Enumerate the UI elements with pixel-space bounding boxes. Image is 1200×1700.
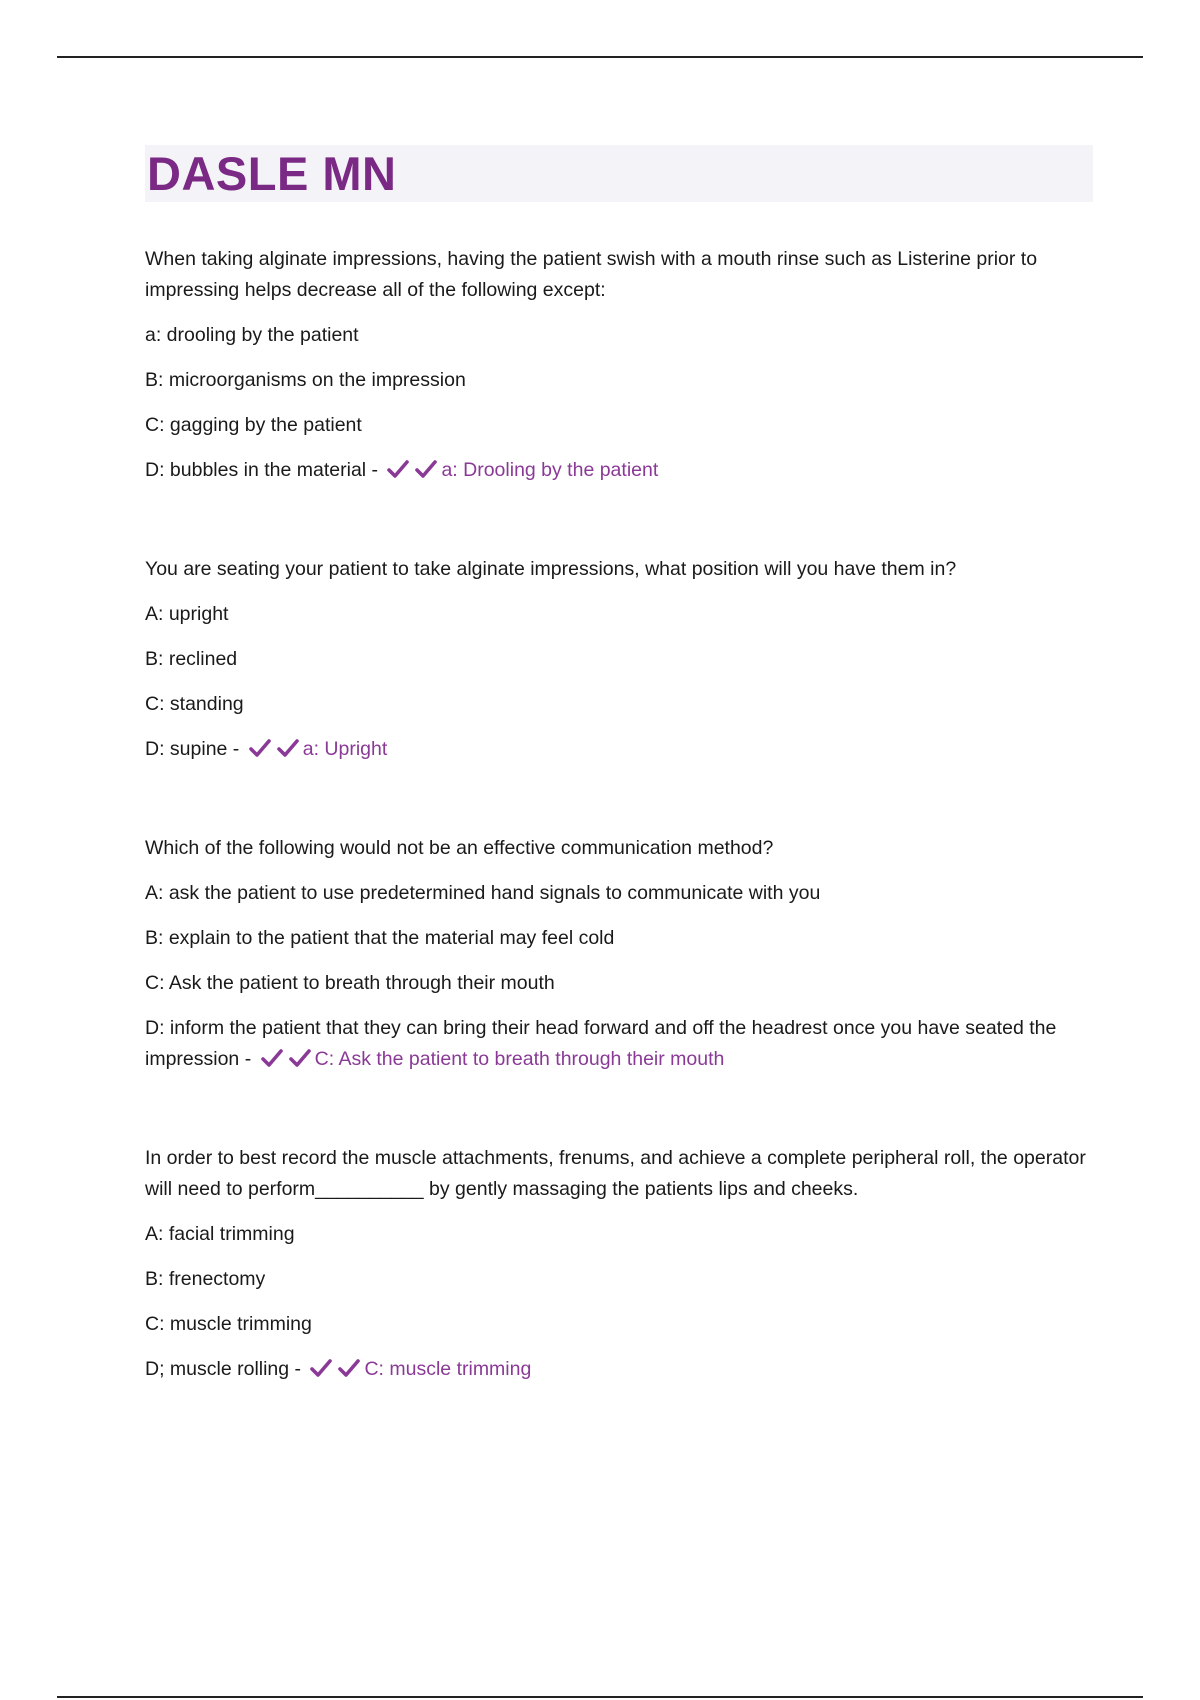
option-b: B: frenectomy bbox=[145, 1268, 266, 1290]
question-stem: Which of the following would not be an effective communication method? bbox=[145, 837, 774, 859]
option-d-with-answer bbox=[145, 734, 1093, 765]
option-d: D: bubbles in the material - bbox=[145, 459, 379, 481]
answer-marks bbox=[261, 1048, 311, 1068]
option-c: C: muscle trimming bbox=[145, 1313, 312, 1335]
correct-answer: a: Upright bbox=[302, 738, 388, 760]
option-c: C: Ask the patient to breath through their mouth bbox=[145, 972, 555, 994]
answer-marks bbox=[249, 738, 299, 758]
option-b: B: microorganisms on the impression bbox=[145, 369, 466, 391]
option-a: A: ask the patient to use predetermined hand signals to communicate with you bbox=[145, 882, 821, 904]
title-band bbox=[145, 145, 1093, 202]
document-body bbox=[145, 145, 1093, 1385]
check-icon bbox=[415, 459, 437, 479]
question-3 bbox=[145, 833, 1093, 1075]
check-icon bbox=[289, 1048, 311, 1068]
question-stem: You are seating your patient to take alginate impressions, what position will you have them in? bbox=[145, 558, 957, 580]
option-a: A: facial trimming bbox=[145, 1223, 295, 1245]
option-d-with-answer bbox=[145, 1013, 1093, 1075]
option-c: C: standing bbox=[145, 693, 244, 715]
question-2 bbox=[145, 554, 1093, 765]
question-stem: In order to best record the muscle attachments, frenums, and achieve a complete peripheral roll, the operator will need to perform__________ by gently massaging the patients lips and cheeks. bbox=[145, 1147, 1086, 1200]
option-d-with-answer bbox=[145, 455, 1093, 486]
question-stem: When taking alginate impressions, having the patient swish with a mouth rinse such as Listerine prior to impressing helps decrease all of the following except: bbox=[145, 248, 1038, 301]
bottom-rule bbox=[57, 1696, 1143, 1698]
option-a: A: upright bbox=[145, 603, 229, 625]
option-c: C: gagging by the patient bbox=[145, 414, 362, 436]
top-rule bbox=[57, 56, 1143, 58]
correct-answer: C: Ask the patient to breath through their mouth bbox=[314, 1048, 725, 1070]
question-4 bbox=[145, 1143, 1093, 1385]
check-icon bbox=[261, 1048, 283, 1068]
answer-marks bbox=[310, 1358, 360, 1378]
document-title: DASLE MN bbox=[147, 147, 397, 200]
option-d: D: supine - bbox=[145, 738, 240, 760]
option-d-with-answer bbox=[145, 1354, 1093, 1385]
correct-answer: C: muscle trimming bbox=[364, 1358, 532, 1380]
check-icon bbox=[277, 738, 299, 758]
check-icon bbox=[338, 1358, 360, 1378]
correct-answer: a: Drooling by the patient bbox=[441, 459, 659, 481]
option-b: B: explain to the patient that the material may feel cold bbox=[145, 927, 615, 949]
check-icon bbox=[387, 459, 409, 479]
check-icon bbox=[310, 1358, 332, 1378]
question-1 bbox=[145, 244, 1093, 486]
option-d: D; muscle rolling - bbox=[145, 1358, 302, 1380]
check-icon bbox=[249, 738, 271, 758]
option-d: D: inform the patient that they can bring their head forward and off the headrest once you have seated the impression - bbox=[145, 1017, 1057, 1070]
option-b: B: reclined bbox=[145, 648, 238, 670]
answer-marks bbox=[387, 459, 437, 479]
option-a: a: drooling by the patient bbox=[145, 324, 359, 346]
